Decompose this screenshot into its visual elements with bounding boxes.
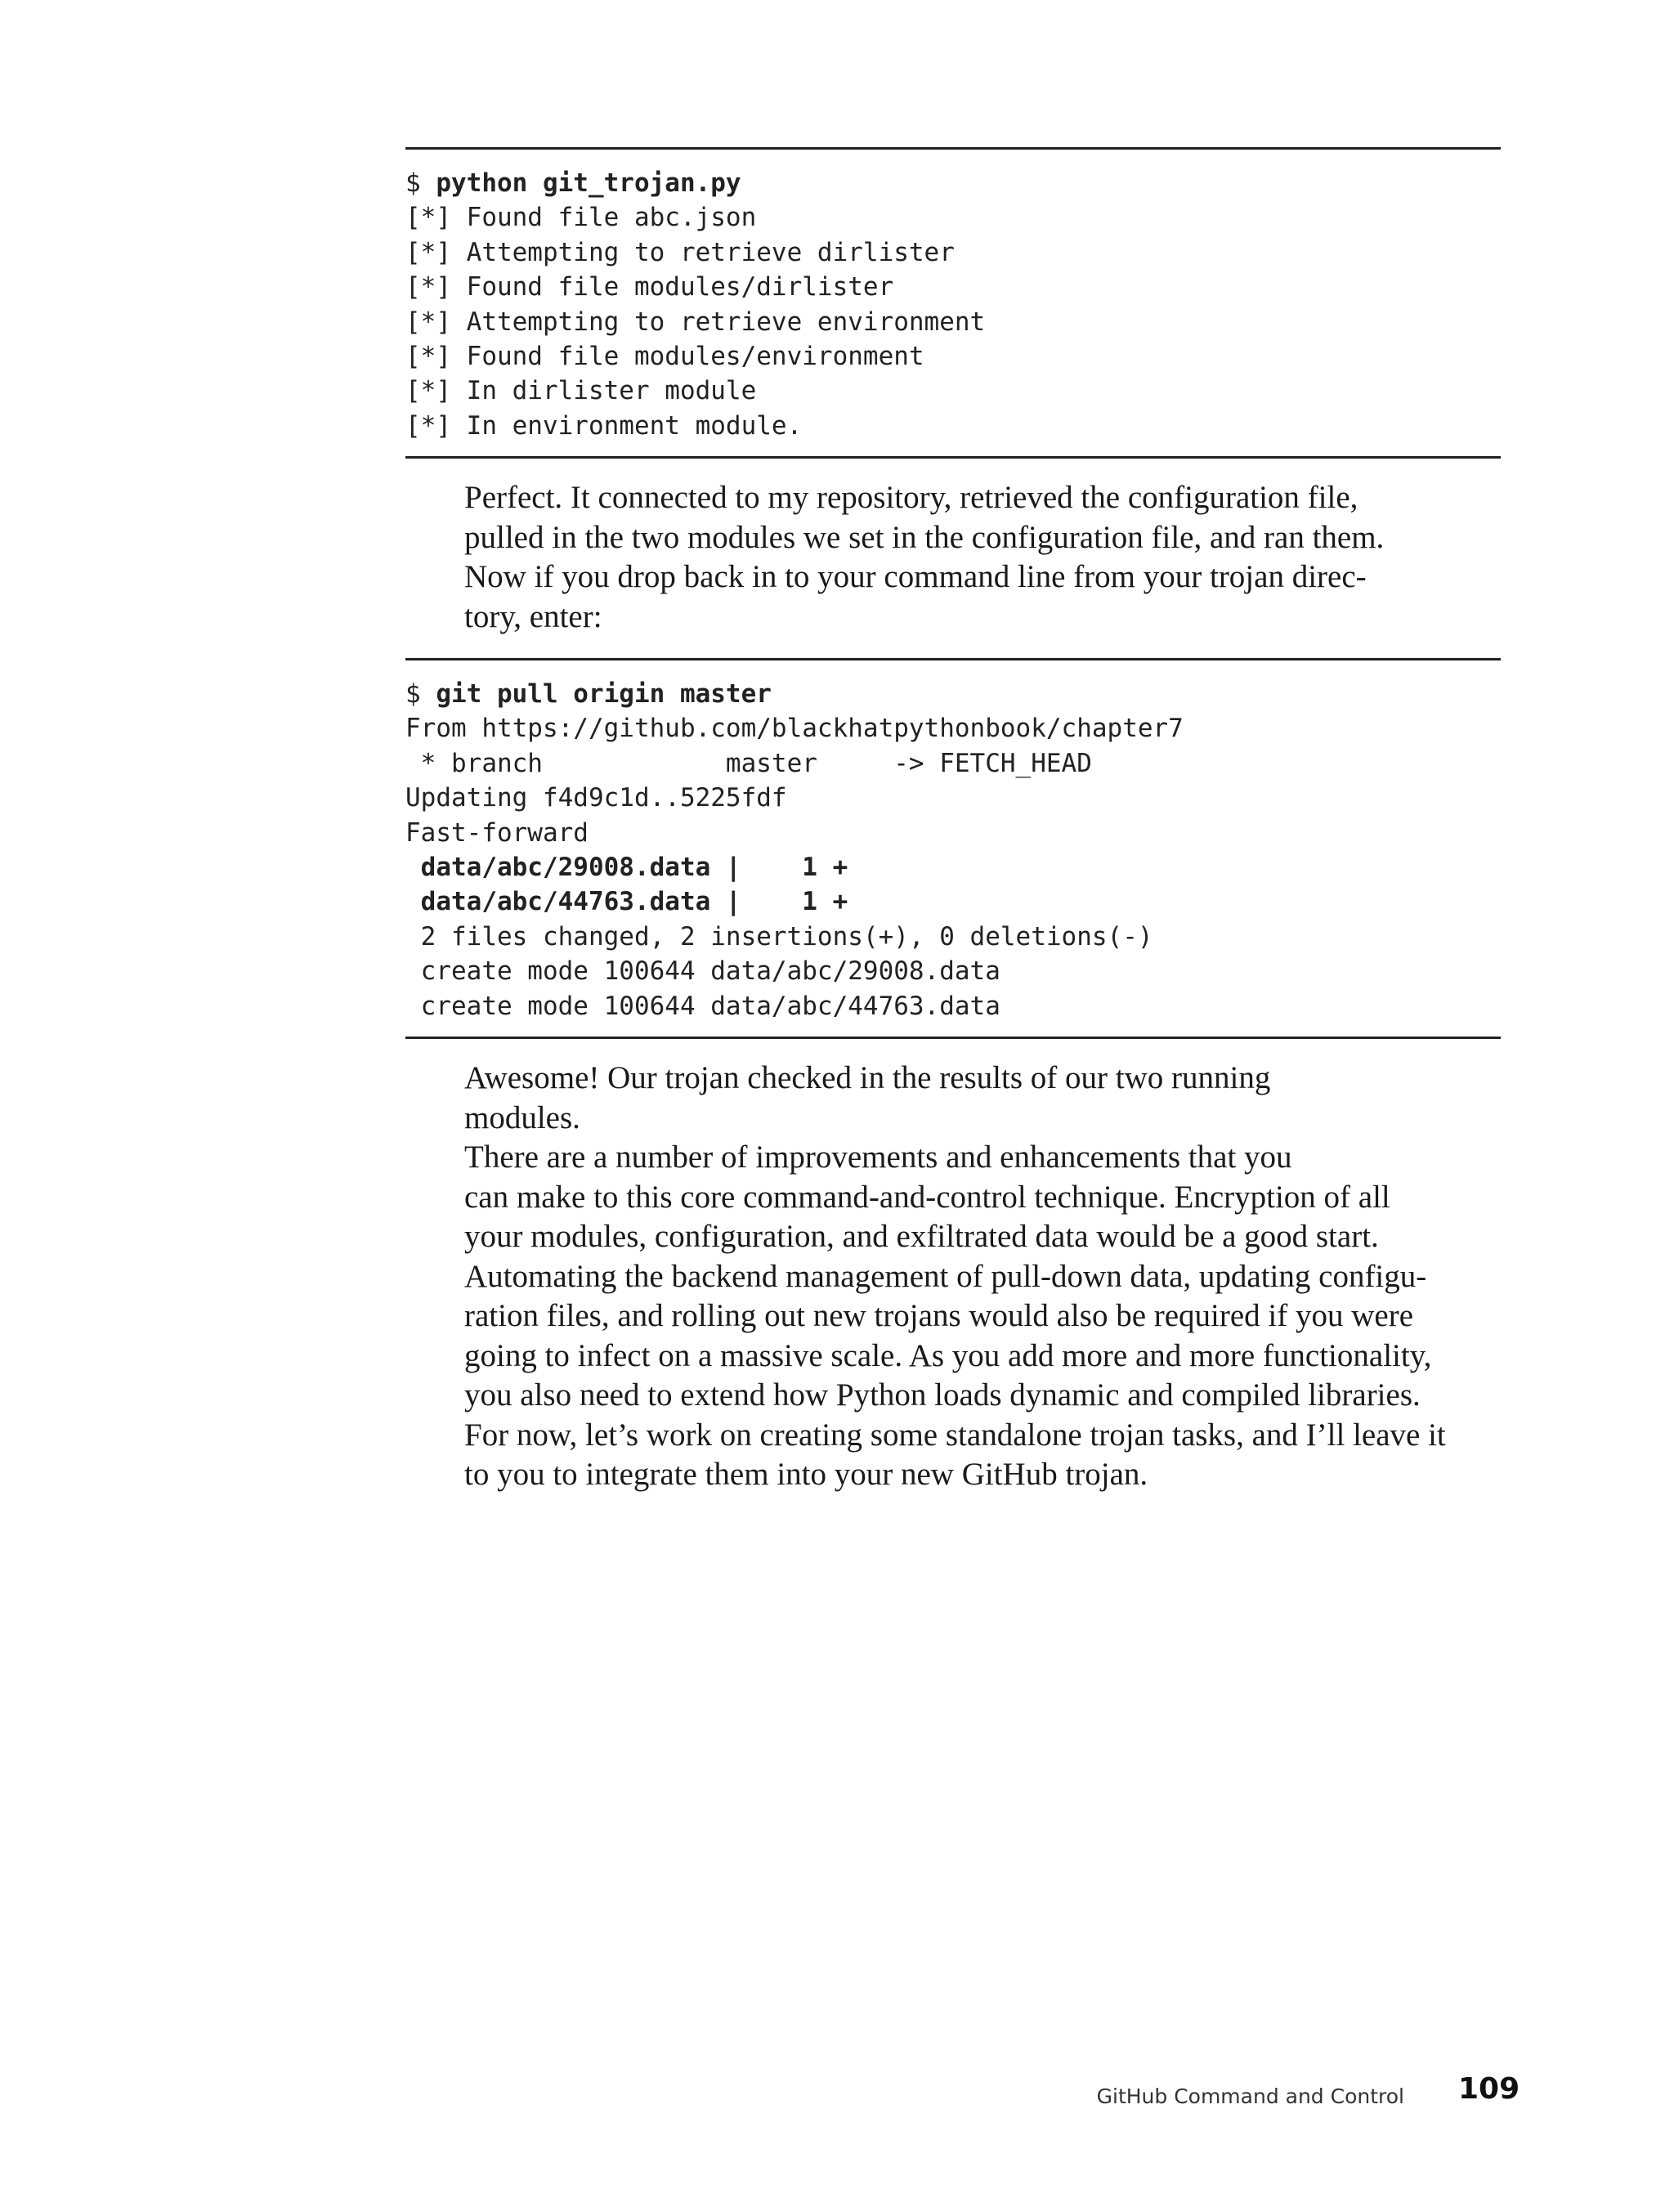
code-block-1 bbox=[405, 147, 1501, 459]
running-footer-chapter-title: GitHub Command and Control bbox=[1096, 2084, 1404, 2108]
code-text: * branch master -> FETCH_HEAD bbox=[405, 748, 1092, 778]
code-block-2 bbox=[405, 658, 1501, 1039]
body-text-1 bbox=[405, 478, 1501, 637]
paragraph-1 bbox=[405, 478, 1501, 557]
code-line bbox=[405, 954, 1501, 988]
code-line bbox=[405, 850, 1501, 884]
code-text: From https://github.com/blackhatpythonbook/chapter7 bbox=[405, 714, 1184, 744]
code-line bbox=[405, 920, 1501, 954]
code-text: create mode 100644 data/abc/29008.data bbox=[405, 956, 1000, 987]
text-line: For now, let’s work on creating some standalone trojan tasks, and I’ll leave it bbox=[464, 1417, 1446, 1453]
code-text: python git_trojan.py bbox=[436, 168, 741, 198]
code-text: $ bbox=[405, 679, 436, 709]
code-line bbox=[405, 374, 1501, 408]
code-text: data/abc/44763.data | 1 + bbox=[405, 887, 848, 917]
code-text: [*] Found file modules/environment bbox=[405, 341, 924, 371]
code-text: [*] Attempting to retrieve environment bbox=[405, 307, 986, 337]
code-text: $ bbox=[405, 168, 436, 198]
code-text: [*] Attempting to retrieve dirlister bbox=[405, 237, 955, 267]
text-line: Awesome! Our trojan checked in the results of our two running bbox=[464, 1060, 1271, 1095]
text-line: your modules, configuration, and exfiltrated data would be a good start. bbox=[464, 1219, 1379, 1254]
text-line: Now if you drop back in to your command line from your trojan direc- bbox=[464, 559, 1367, 594]
text-line: Automating the backend management of pull-down data, updating configu- bbox=[464, 1258, 1427, 1294]
code-line bbox=[405, 746, 1501, 781]
code-text: Fast-forward bbox=[405, 817, 589, 848]
code-line bbox=[405, 339, 1501, 374]
code-line bbox=[405, 235, 1501, 270]
code-text: [*] Found file modules/dirlister bbox=[405, 272, 894, 302]
code-text: [*] Found file abc.json bbox=[405, 203, 757, 233]
text-line: going to infect on a massive scale. As you add more and more functionality, bbox=[464, 1337, 1432, 1373]
code-line bbox=[405, 677, 1501, 711]
paragraph-2 bbox=[405, 557, 1501, 637]
text-line: you also need to extend how Python loads dynamic and compiled libraries. bbox=[464, 1377, 1421, 1413]
code-line bbox=[405, 781, 1501, 815]
body-text-2 bbox=[405, 1059, 1501, 1495]
code-text: git pull origin master bbox=[436, 679, 772, 709]
text-line: tory, enter: bbox=[464, 598, 602, 634]
code-line bbox=[405, 409, 1501, 443]
text-line: to you to integrate them into your new GitHub trojan. bbox=[464, 1457, 1148, 1492]
code-text: [*] In environment module. bbox=[405, 410, 803, 441]
text-line: There are a number of improvements and enhancements that you bbox=[464, 1140, 1292, 1175]
code-text: create mode 100644 data/abc/44763.data bbox=[405, 991, 1000, 1021]
code-text: data/abc/29008.data | 1 + bbox=[405, 852, 848, 882]
code-text: 2 files changed, 2 insertions(+), 0 deletions(-) bbox=[405, 921, 1153, 952]
code-line bbox=[405, 305, 1501, 339]
code-line bbox=[405, 200, 1501, 235]
text-line: can make to this core command-and-control technique. Encryption of all bbox=[464, 1179, 1390, 1215]
code-line bbox=[405, 989, 1501, 1023]
paragraph-4 bbox=[405, 1138, 1501, 1495]
code-line bbox=[405, 816, 1501, 850]
paragraph-3 bbox=[405, 1059, 1501, 1138]
code-text: [*] In dirlister module bbox=[405, 376, 757, 406]
code-line bbox=[405, 884, 1501, 919]
text-line: ration files, and rolling out new trojans would also be required if you were bbox=[464, 1298, 1414, 1333]
text-line: pulled in the two modules we set in the configuration file, and ran them. bbox=[464, 519, 1385, 555]
code-line bbox=[405, 711, 1501, 746]
text-line: modules. bbox=[464, 1099, 580, 1135]
code-text: Updating f4d9c1d..5225fdf bbox=[405, 783, 787, 813]
text-line: Perfect. It connected to my repository, retrieved the configuration file, bbox=[464, 480, 1358, 515]
page-number: 109 bbox=[1458, 2072, 1520, 2106]
code-line bbox=[405, 166, 1501, 200]
code-line bbox=[405, 270, 1501, 304]
